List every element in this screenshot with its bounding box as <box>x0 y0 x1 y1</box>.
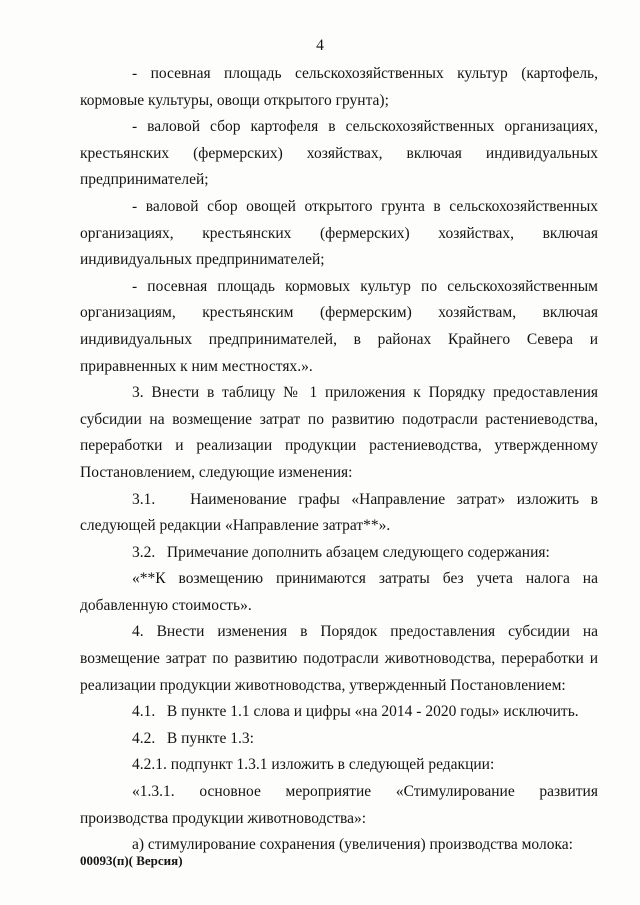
document-paragraph: - посевная площадь сельскохозяйственных культур (картофель, кормовые культуры, овощи открытого грунта); <box>80 65 598 109</box>
document-paragraph: «1.3.1. основное мероприятие «Стимулирование развития производства продукции животноводства»: <box>80 783 598 827</box>
document-paragraph: 3. Внести в таблицу № 1 приложения к Порядку предоставления субсидии на возмещение затрат по развитию подотрасли растениеводства, переработки и реализации продукции растениеводства, утвержденному Постановлением, следующие изменения: <box>80 384 598 481</box>
document-paragraph: 3.2. Примечание дополнить абзацем следующего содержания: <box>132 543 550 561</box>
document-paragraph: 3.1. Наименование графы «Направление затрат» изложить в следующей редакции «Направление затрат**». <box>80 490 598 535</box>
document-body <box>80 61 598 859</box>
document-paragraph: 4.2. В пункте 1.3: <box>132 729 254 747</box>
document-footer-code: 00093(п)( Версия) <box>80 853 183 868</box>
document-paragraph: - валовой сбор овощей открытого грунта в сельскохозяйственных организациях, крестьянских (фермерских) хозяйствах, включая индивидуальных предпринимателей; <box>80 197 598 269</box>
document-paragraph: 4. Внести изменения в Порядок предоставления субсидии на возмещение затрат по развитию подотрасли животноводства, переработки и реализации продукции животноводства, утвержденный Постановлением: <box>80 623 598 694</box>
page-number: 4 <box>316 37 324 54</box>
document-paragraph: 4.2.1. подпункт 1.3.1 изложить в следующей редакции: <box>132 756 495 774</box>
document-paragraph: а) стимулирование сохранения (увеличения) производства молока: <box>132 836 573 854</box>
document-paragraph: 4.1. В пункте 1.1 слова и цифры «на 2014 - 2020 годы» исключить. <box>132 703 579 721</box>
document-paragraph: - посевная площадь кормовых культур по сельскохозяйственным организациям, крестьянским (фермерским) хозяйствам, включая индивидуальных предпринимателей, в районах Крайнего Севера и приравненных к ним местностях.». <box>80 277 598 375</box>
document-paragraph: - валовой сбор картофеля в сельскохозяйственных организациях, крестьянских (фермерских) хозяйствах, включая индивидуальных предпринимателей; <box>80 118 598 189</box>
document-paragraph: «**К возмещению принимаются затраты без учета налога на добавленную стоимость». <box>80 570 598 614</box>
